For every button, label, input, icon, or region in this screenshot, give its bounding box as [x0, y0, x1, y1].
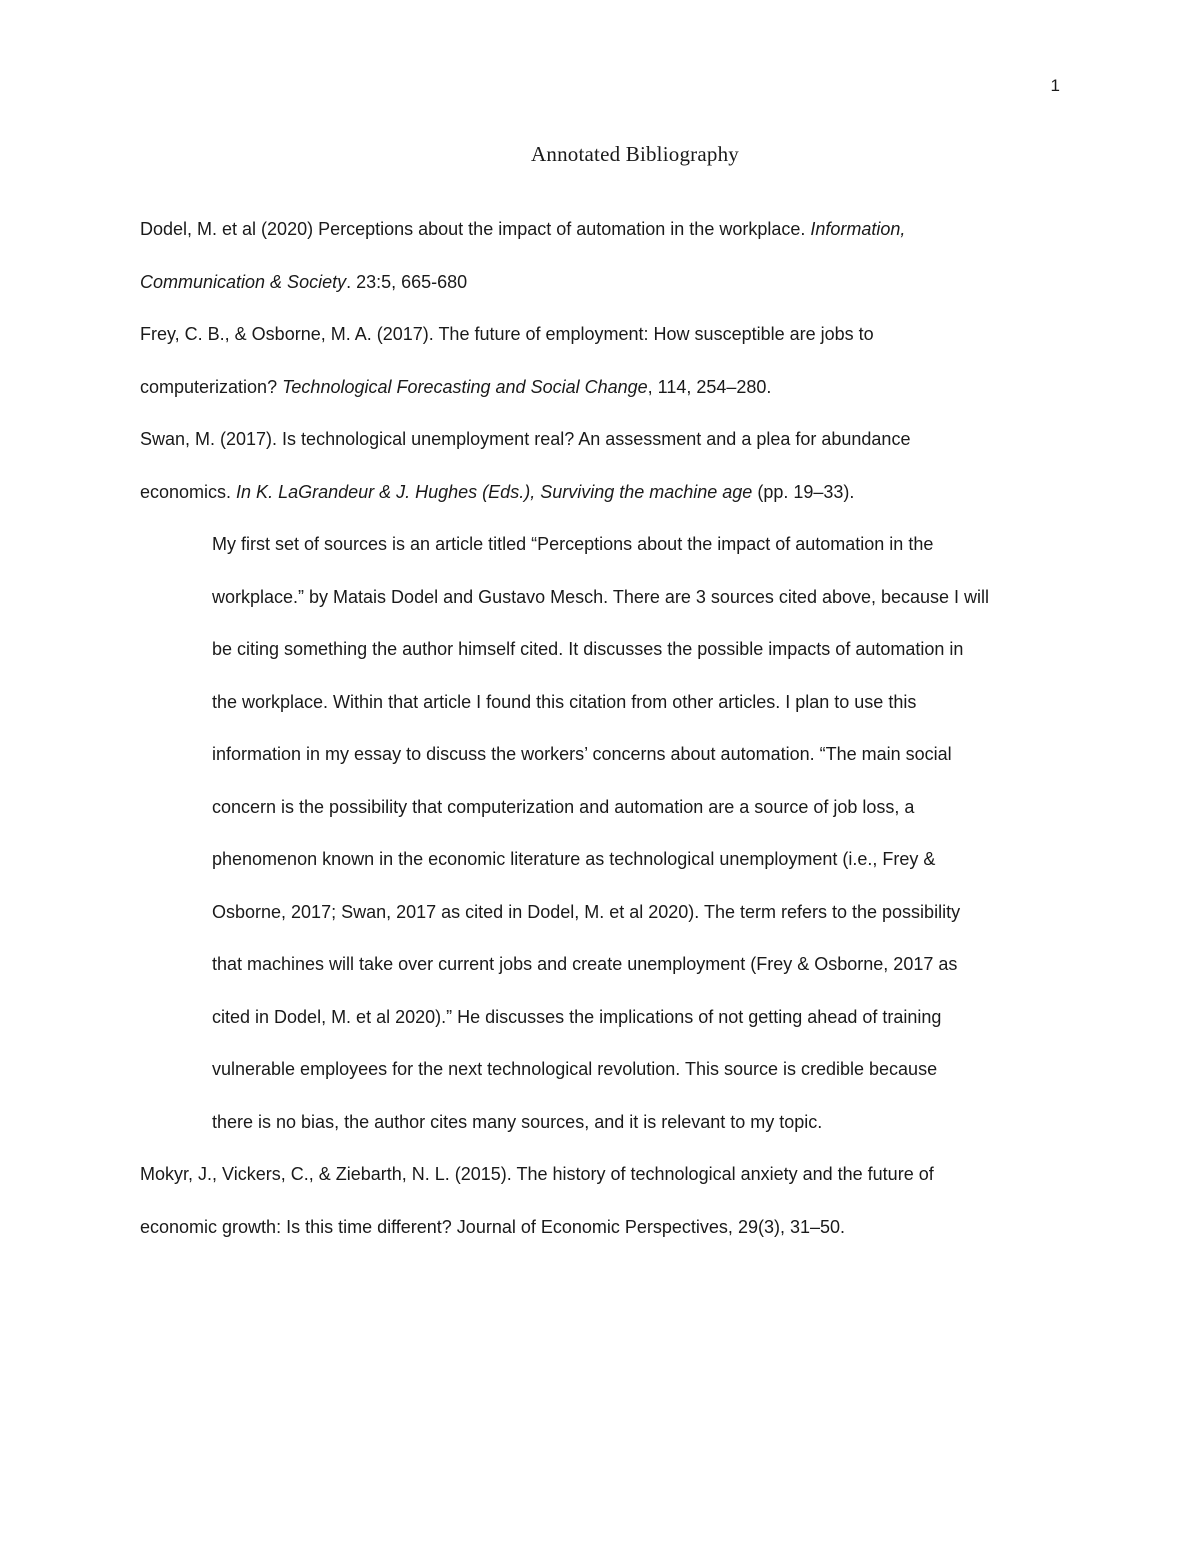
reference-line [140, 1201, 1065, 1254]
reference-text: economics. [140, 481, 237, 502]
reference-text: Dodel, M. et al (2020) Perceptions about the impact of automation in the workplace. [140, 219, 811, 239]
reference-line [140, 413, 1065, 466]
final-reference [140, 1148, 1065, 1253]
page-number: 1 [1050, 76, 1060, 95]
reference-entry [140, 1148, 1065, 1253]
annotation-line: concern is the possibility that computerization and automation are a source of job loss, a [212, 796, 915, 817]
annotation-line: phenomenon known in the economic literature as technological unemployment (i.e., Frey & [212, 849, 936, 869]
reference-italic-text: In K. LaGrandeur & J. Hughes (Eds.), Surviving the machine age [236, 481, 753, 502]
document-title: Annotated Bibliography [531, 142, 739, 166]
annotation-line: there is no bias, the author cites many sources, and it is relevant to my topic. [212, 1111, 823, 1132]
document-body [140, 203, 1065, 1253]
annotation-line: Osborne, 2017; Swan, 2017 as cited in Dodel, M. et al 2020). The term refers to the possibility [212, 901, 961, 922]
reference-text: Frey, C. B., & Osborne, M. A. (2017). The future of employment: How susceptible are jobs to [140, 324, 874, 344]
reference-text: computerization? [140, 376, 283, 397]
annotation-line: that machines will take over current jobs and create unemployment (Frey & Osborne, 2017 as [212, 954, 958, 974]
reference-italic-text: Technological Forecasting and Social Change [282, 376, 648, 397]
reference-italic-text: Information, [810, 219, 906, 239]
reference-line [140, 203, 1065, 256]
reference-text: Mokyr, J., Vickers, C., & Ziebarth, N. L. (2015). The history of technological anxiety and the future of [140, 1164, 934, 1184]
reference-line [140, 361, 1065, 414]
reference-line [140, 308, 1065, 361]
annotation-line: vulnerable employees for the next technological revolution. This source is credible because [212, 1059, 938, 1079]
reference-text: Swan, M. (2017). Is technological unemployment real? An assessment and a plea for abundance [140, 429, 911, 449]
reference-text: . 23:5, 665-680 [346, 271, 468, 292]
annotation-line: be citing something the author himself cited. It discusses the possible impacts of automation in [212, 639, 964, 659]
reference-text: , 114, 254–280. [647, 376, 772, 397]
reference-list [140, 203, 1065, 518]
reference-entry [140, 308, 1065, 413]
reference-entry [140, 203, 1065, 308]
reference-line [140, 1148, 1065, 1201]
annotation-line: the workplace. Within that article I found this citation from other articles. I plan to use this [212, 691, 917, 712]
annotation-line: cited in Dodel, M. et al 2020).” He discusses the implications of not getting ahead of training [212, 1006, 942, 1027]
reference-entry [140, 413, 1065, 518]
reference-line [140, 256, 1065, 309]
annotation-line: My first set of sources is an article titled “Perceptions about the impact of automation in the [212, 534, 934, 554]
annotation-line: workplace.” by Matais Dodel and Gustavo Mesch. There are 3 sources cited above, because I will [212, 586, 990, 607]
reference-line [140, 466, 1065, 519]
reference-text: (pp. 19–33). [752, 481, 855, 502]
reference-italic-text: Communication & Society [140, 271, 347, 292]
reference-text: economic growth: Is this time different? Journal of Economic Perspectives, 29(3), 31–50. [140, 1216, 846, 1237]
annotation-line: information in my essay to discuss the workers’ concerns about automation. “The main social [212, 744, 952, 764]
annotation-paragraph [140, 518, 1065, 1148]
